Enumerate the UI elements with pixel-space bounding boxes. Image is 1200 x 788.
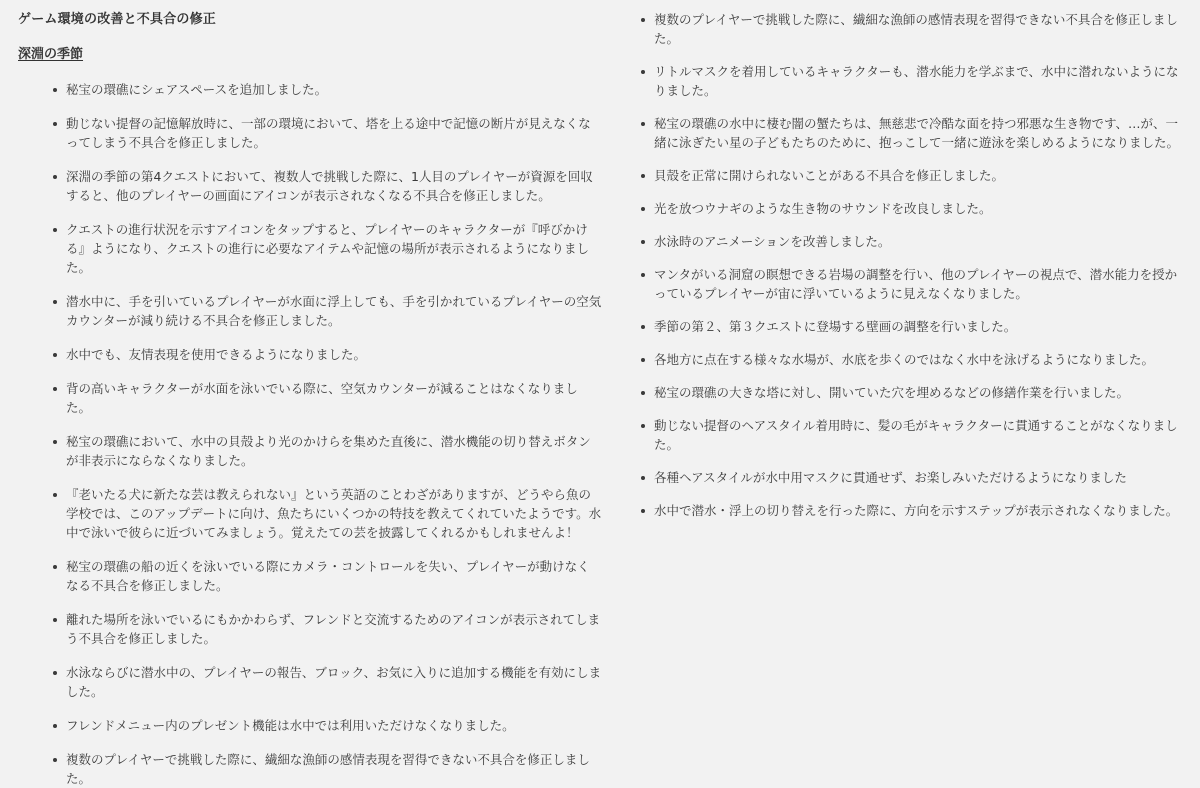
list-item: 動じない提督のヘアスタイル着用時に、髪の毛がキャラクターに貫通することがなくなりました。 [654, 416, 1200, 454]
list-item: 水泳時のアニメーションを改善しました。 [654, 232, 1200, 251]
list-item: 潜水中に、手を引いているプレイヤーが水面に浮上しても、手を引かれているプレイヤーの空気カウンターが減り続ける不具合を修正しました。 [18, 292, 620, 330]
list-item: 秘宝の環礁の水中に棲む闇の蟹たちは、無慈悲で冷酷な面を持つ邪悪な生き物です、…が、一緒に泳ぎたい星の子どもたちのために、抱っこして一緒に遊泳を楽しめるようになりました。 [654, 114, 1200, 152]
list-item: 深淵の季節の第4クエストにおいて、複数人で挑戦した際に、1人目のプレイヤーが資源を回収すると、他のプレイヤーの画面にアイコンが表示されなくなる不具合を修正しました。 [18, 167, 620, 205]
list-item: 各種ヘアスタイルが水中用マスクに貫通せず、お楽しみいただけるようになりました [654, 468, 1200, 487]
list-item: 複数のプレイヤーで挑戦した際に、繊細な漁師の感情表現を習得できない不具合を修正しました。 [654, 10, 1200, 48]
list-item: 貝殻を正常に開けられないことがある不具合を修正しました。 [654, 166, 1200, 185]
list-item: 離れた場所を泳いでいるにもかかわらず、フレンドと交流するためのアイコンが表示されてしまう不具合を修正しました。 [18, 610, 620, 648]
list-item: クエストの進行状況を示すアイコンをタップすると、プレイヤーのキャラクターが『呼びかける』ようになり、クエストの進行に必要なアイテムや記憶の場所が表示されるようになりました。 [18, 220, 620, 277]
list-item: 水泳ならびに潜水中の、プレイヤーの報告、ブロック、お気に入りに追加する機能を有効にしました。 [18, 663, 620, 701]
list-item: 秘宝の環礁の船の近くを泳いでいる際にカメラ・コントロールを失い、プレイヤーが動けなくなる不具合を修正しました。 [18, 557, 620, 595]
list-item: 秘宝の環礁の大きな塔に対し、開いていた穴を埋めるなどの修繕作業を行いました。 [654, 383, 1200, 402]
list-item: 季節の第２、第３クエストに登場する壁画の調整を行いました。 [654, 317, 1200, 336]
list-item: 秘宝の環礁にシェアスペースを追加しました。 [18, 80, 620, 99]
list-item: 複数のプレイヤーで挑戦した際に、繊細な漁師の感情表現を習得できない不具合を修正しました。 [18, 750, 620, 788]
left-notes-list [18, 80, 620, 788]
list-item: 水中でも、友情表現を使用できるようになりました。 [18, 345, 620, 364]
section-title: 深淵の季節 [18, 47, 84, 62]
list-item: 秘宝の環礁において、水中の貝殻より光のかけらを集めた直後に、潜水機能の切り替えボタンが非表示にならなくなりました。 [18, 432, 620, 470]
right-notes-list [654, 10, 1200, 520]
list-item: マンタがいる洞窟の瞑想できる岩場の調整を行い、他のプレイヤーの視点で、潜水能力を授かっているプレイヤーが宙に浮いているように見えなくなりました。 [654, 265, 1200, 303]
list-item: リトルマスクを着用しているキャラクターも、潜水能力を学ぶまで、水中に潜れないようになりました。 [654, 62, 1200, 100]
page-title: ゲーム環境の改善と不具合の修正 [18, 12, 217, 27]
list-item: 『老いたる犬に新たな芸は教えられない』という英語のことわざがありますが、どうやら魚の学校では、このアップデートに向け、魚たちにいくつかの特技を教えてくれていたようです。水中で泳いで彼らに近づいてみましょう。覚えたての芸を披露してくれるかもしれませんよ！ [18, 485, 620, 542]
list-item: 背の高いキャラクターが水面を泳いでいる際に、空気カウンターが減ることはなくなりました。 [18, 379, 620, 417]
list-item: 水中で潜水・浮上の切り替えを行った際に、方向を示すステップが表示されなくなりました。 [654, 501, 1200, 520]
list-item: 動じない提督の記憶解放時に、一部の環境において、塔を上る途中で記憶の断片が見えなくなってしまう不具合を修正しました。 [18, 114, 620, 152]
right-column [620, 0, 1200, 773]
list-item: 光を放つウナギのような生き物のサウンドを改良しました。 [654, 199, 1200, 218]
list-item: 各地方に点在する様々な水場が、水底を歩くのではなく水中を泳げるようになりました。 [654, 350, 1200, 369]
list-item: フレンドメニュー内のプレゼント機能は水中では利用いただけなくなりました。 [18, 716, 620, 735]
